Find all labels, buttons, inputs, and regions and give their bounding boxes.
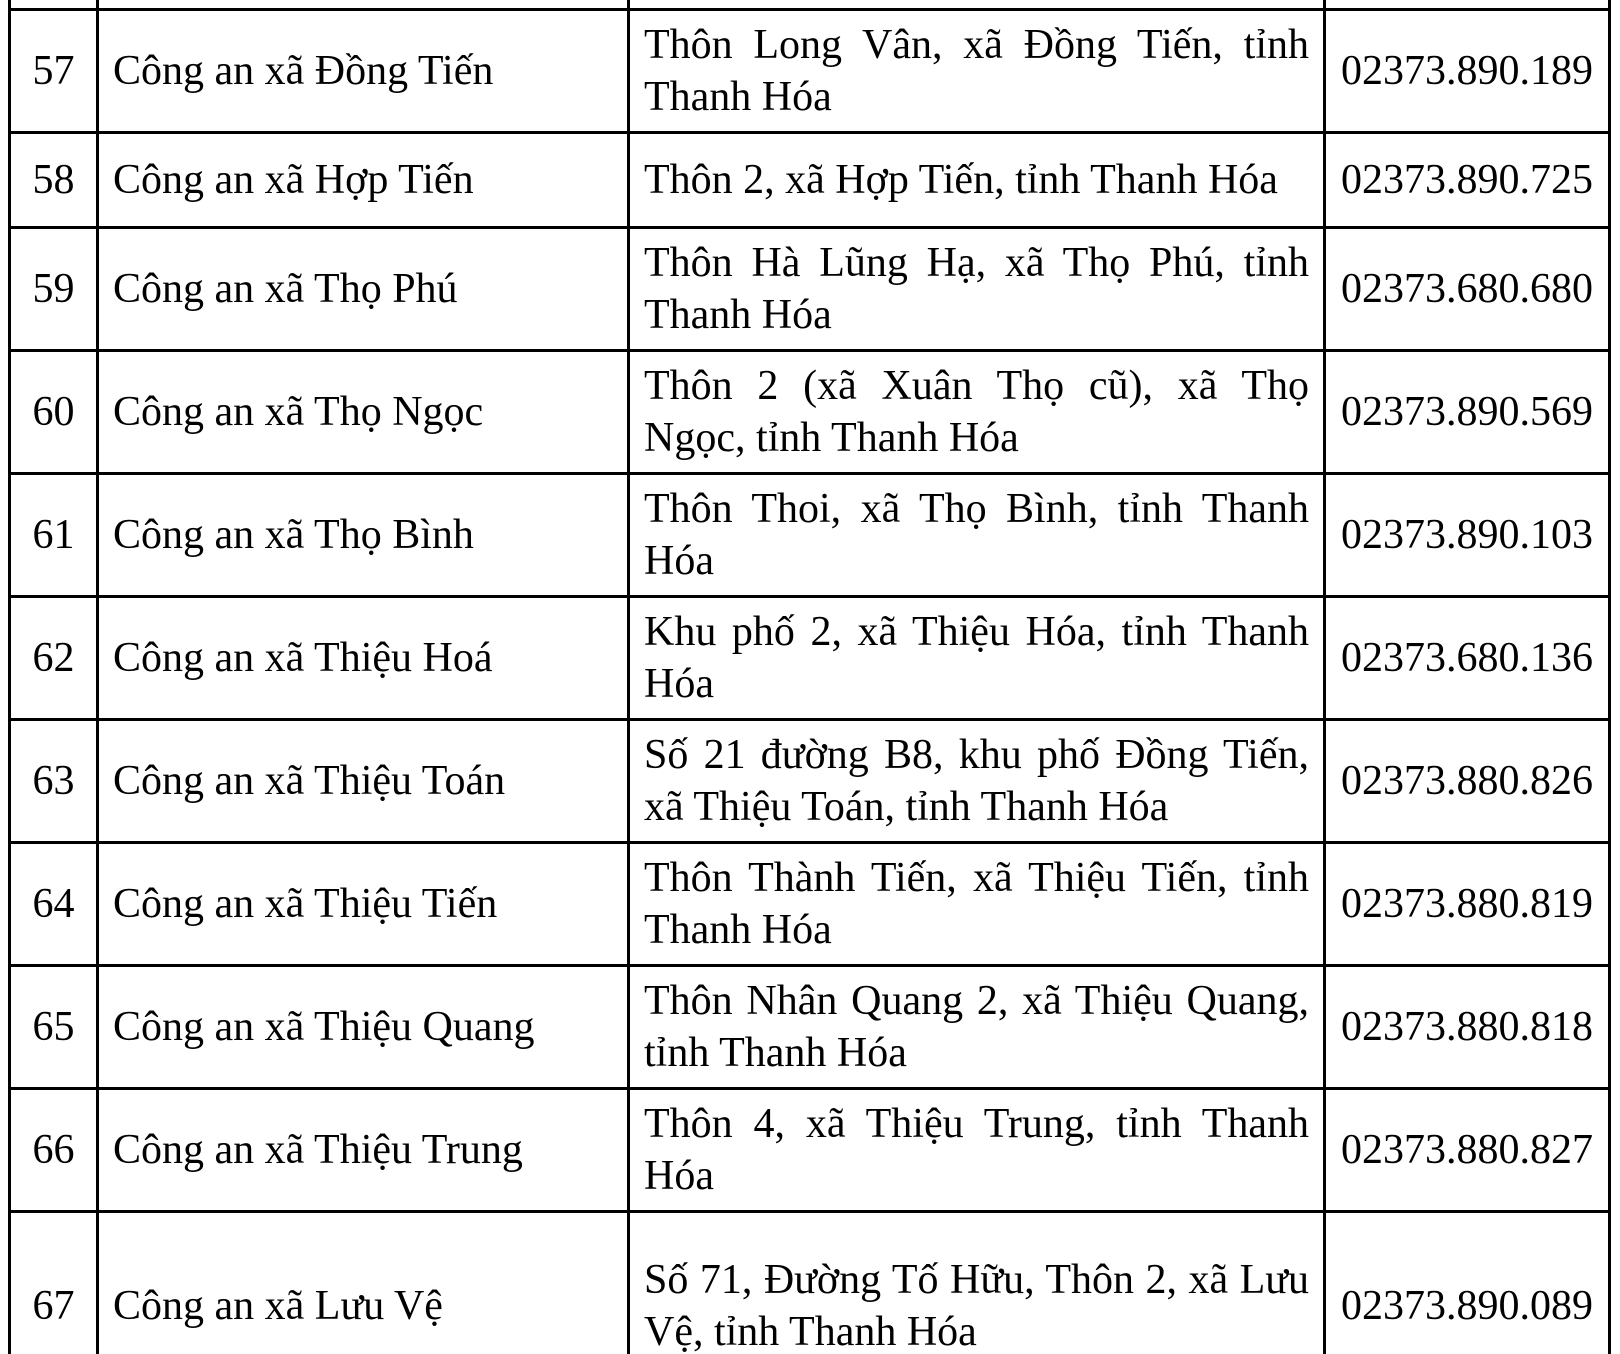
row-number-cell: 58 <box>10 133 98 228</box>
station-name-cell: Công an xã Thiệu Quang <box>98 966 629 1089</box>
row-number-cell: 65 <box>10 966 98 1089</box>
address-cell: Thôn Nhân Quang 2, xã Thiệu Quang, tỉnh Thanh Hóa <box>629 966 1325 1089</box>
row-number-cell: 62 <box>10 597 98 720</box>
row-number-cell: 60 <box>10 351 98 474</box>
address-cell: Thôn 2, xã Hợp Tiến, tỉnh Thanh Hóa <box>629 133 1325 228</box>
address-cell: Khu phố 2, xã Thiệu Hóa, tỉnh Thanh Hóa <box>629 597 1325 720</box>
row-number-cell: 59 <box>10 228 98 351</box>
table-row <box>10 1089 1610 1212</box>
phone-cell: 02373.890.089 <box>1325 1212 1610 1354</box>
station-name-cell: Công an xã Thiệu Tiến <box>98 843 629 966</box>
station-name-cell: Công an xã Thiệu Hoá <box>98 597 629 720</box>
address-cell: Thôn 2 (xã Xuân Thọ cũ), xã Thọ Ngọc, tỉnh Thanh Hóa <box>629 351 1325 474</box>
table-body <box>10 0 1610 1354</box>
previous-row-partial <box>10 0 1610 10</box>
address-cell: Số 21 đường B8, khu phố Đồng Tiến, xã Thiệu Toán, tỉnh Thanh Hóa <box>629 720 1325 843</box>
row-number-cell: 67 <box>10 1212 98 1354</box>
phone-cell: 02373.880.818 <box>1325 966 1610 1089</box>
station-name-cell: Công an xã Thọ Bình <box>98 474 629 597</box>
address-cell <box>629 0 1325 10</box>
phone-cell: 02373.680.136 <box>1325 597 1610 720</box>
phone-cell <box>1325 0 1610 10</box>
row-number-cell: 57 <box>10 10 98 133</box>
phone-cell: 02373.880.819 <box>1325 843 1610 966</box>
table-row <box>10 966 1610 1089</box>
station-name-cell: Công an xã Thiệu Toán <box>98 720 629 843</box>
station-name-cell: Công an xã Thọ Ngọc <box>98 351 629 474</box>
table-row <box>10 351 1610 474</box>
address-cell: Thôn Long Vân, xã Đồng Tiến, tỉnh Thanh Hóa <box>629 10 1325 133</box>
station-name-cell: Công an xã Hợp Tiến <box>98 133 629 228</box>
row-number-cell: 63 <box>10 720 98 843</box>
address-cell: Thôn Thành Tiến, xã Thiệu Tiến, tỉnh Thanh Hóa <box>629 843 1325 966</box>
station-name-cell <box>98 0 629 10</box>
phone-cell: 02373.880.827 <box>1325 1089 1610 1212</box>
phone-cell: 02373.890.189 <box>1325 10 1610 133</box>
table-row <box>10 228 1610 351</box>
table-row <box>10 843 1610 966</box>
table-row <box>10 133 1610 228</box>
row-number-cell: 64 <box>10 843 98 966</box>
phone-cell: 02373.680.680 <box>1325 228 1610 351</box>
address-cell: Thôn Thoi, xã Thọ Bình, tỉnh Thanh Hóa <box>629 474 1325 597</box>
address-cell: Số 71, Đường Tố Hữu, Thôn 2, xã Lưu Vệ, tỉnh Thanh Hóa <box>629 1212 1325 1354</box>
station-name-cell: Công an xã Đồng Tiến <box>98 10 629 133</box>
row-number-cell: 66 <box>10 1089 98 1212</box>
station-name-cell: Công an xã Thiệu Trung <box>98 1089 629 1212</box>
table-row <box>10 1212 1610 1354</box>
row-number-cell <box>10 0 98 10</box>
phone-cell: 02373.890.103 <box>1325 474 1610 597</box>
station-name-cell: Công an xã Lưu Vệ <box>98 1212 629 1354</box>
table-row <box>10 720 1610 843</box>
phone-cell: 02373.890.725 <box>1325 133 1610 228</box>
address-cell: Thôn 4, xã Thiệu Trung, tỉnh Thanh Hóa <box>629 1089 1325 1212</box>
table-row <box>10 10 1610 133</box>
police-stations-table <box>8 0 1611 1354</box>
phone-cell: 02373.890.569 <box>1325 351 1610 474</box>
address-cell: Thôn Hà Lũng Hạ, xã Thọ Phú, tỉnh Thanh Hóa <box>629 228 1325 351</box>
station-name-cell: Công an xã Thọ Phú <box>98 228 629 351</box>
row-number-cell: 61 <box>10 474 98 597</box>
table-row <box>10 474 1610 597</box>
table-row <box>10 597 1610 720</box>
phone-cell: 02373.880.826 <box>1325 720 1610 843</box>
